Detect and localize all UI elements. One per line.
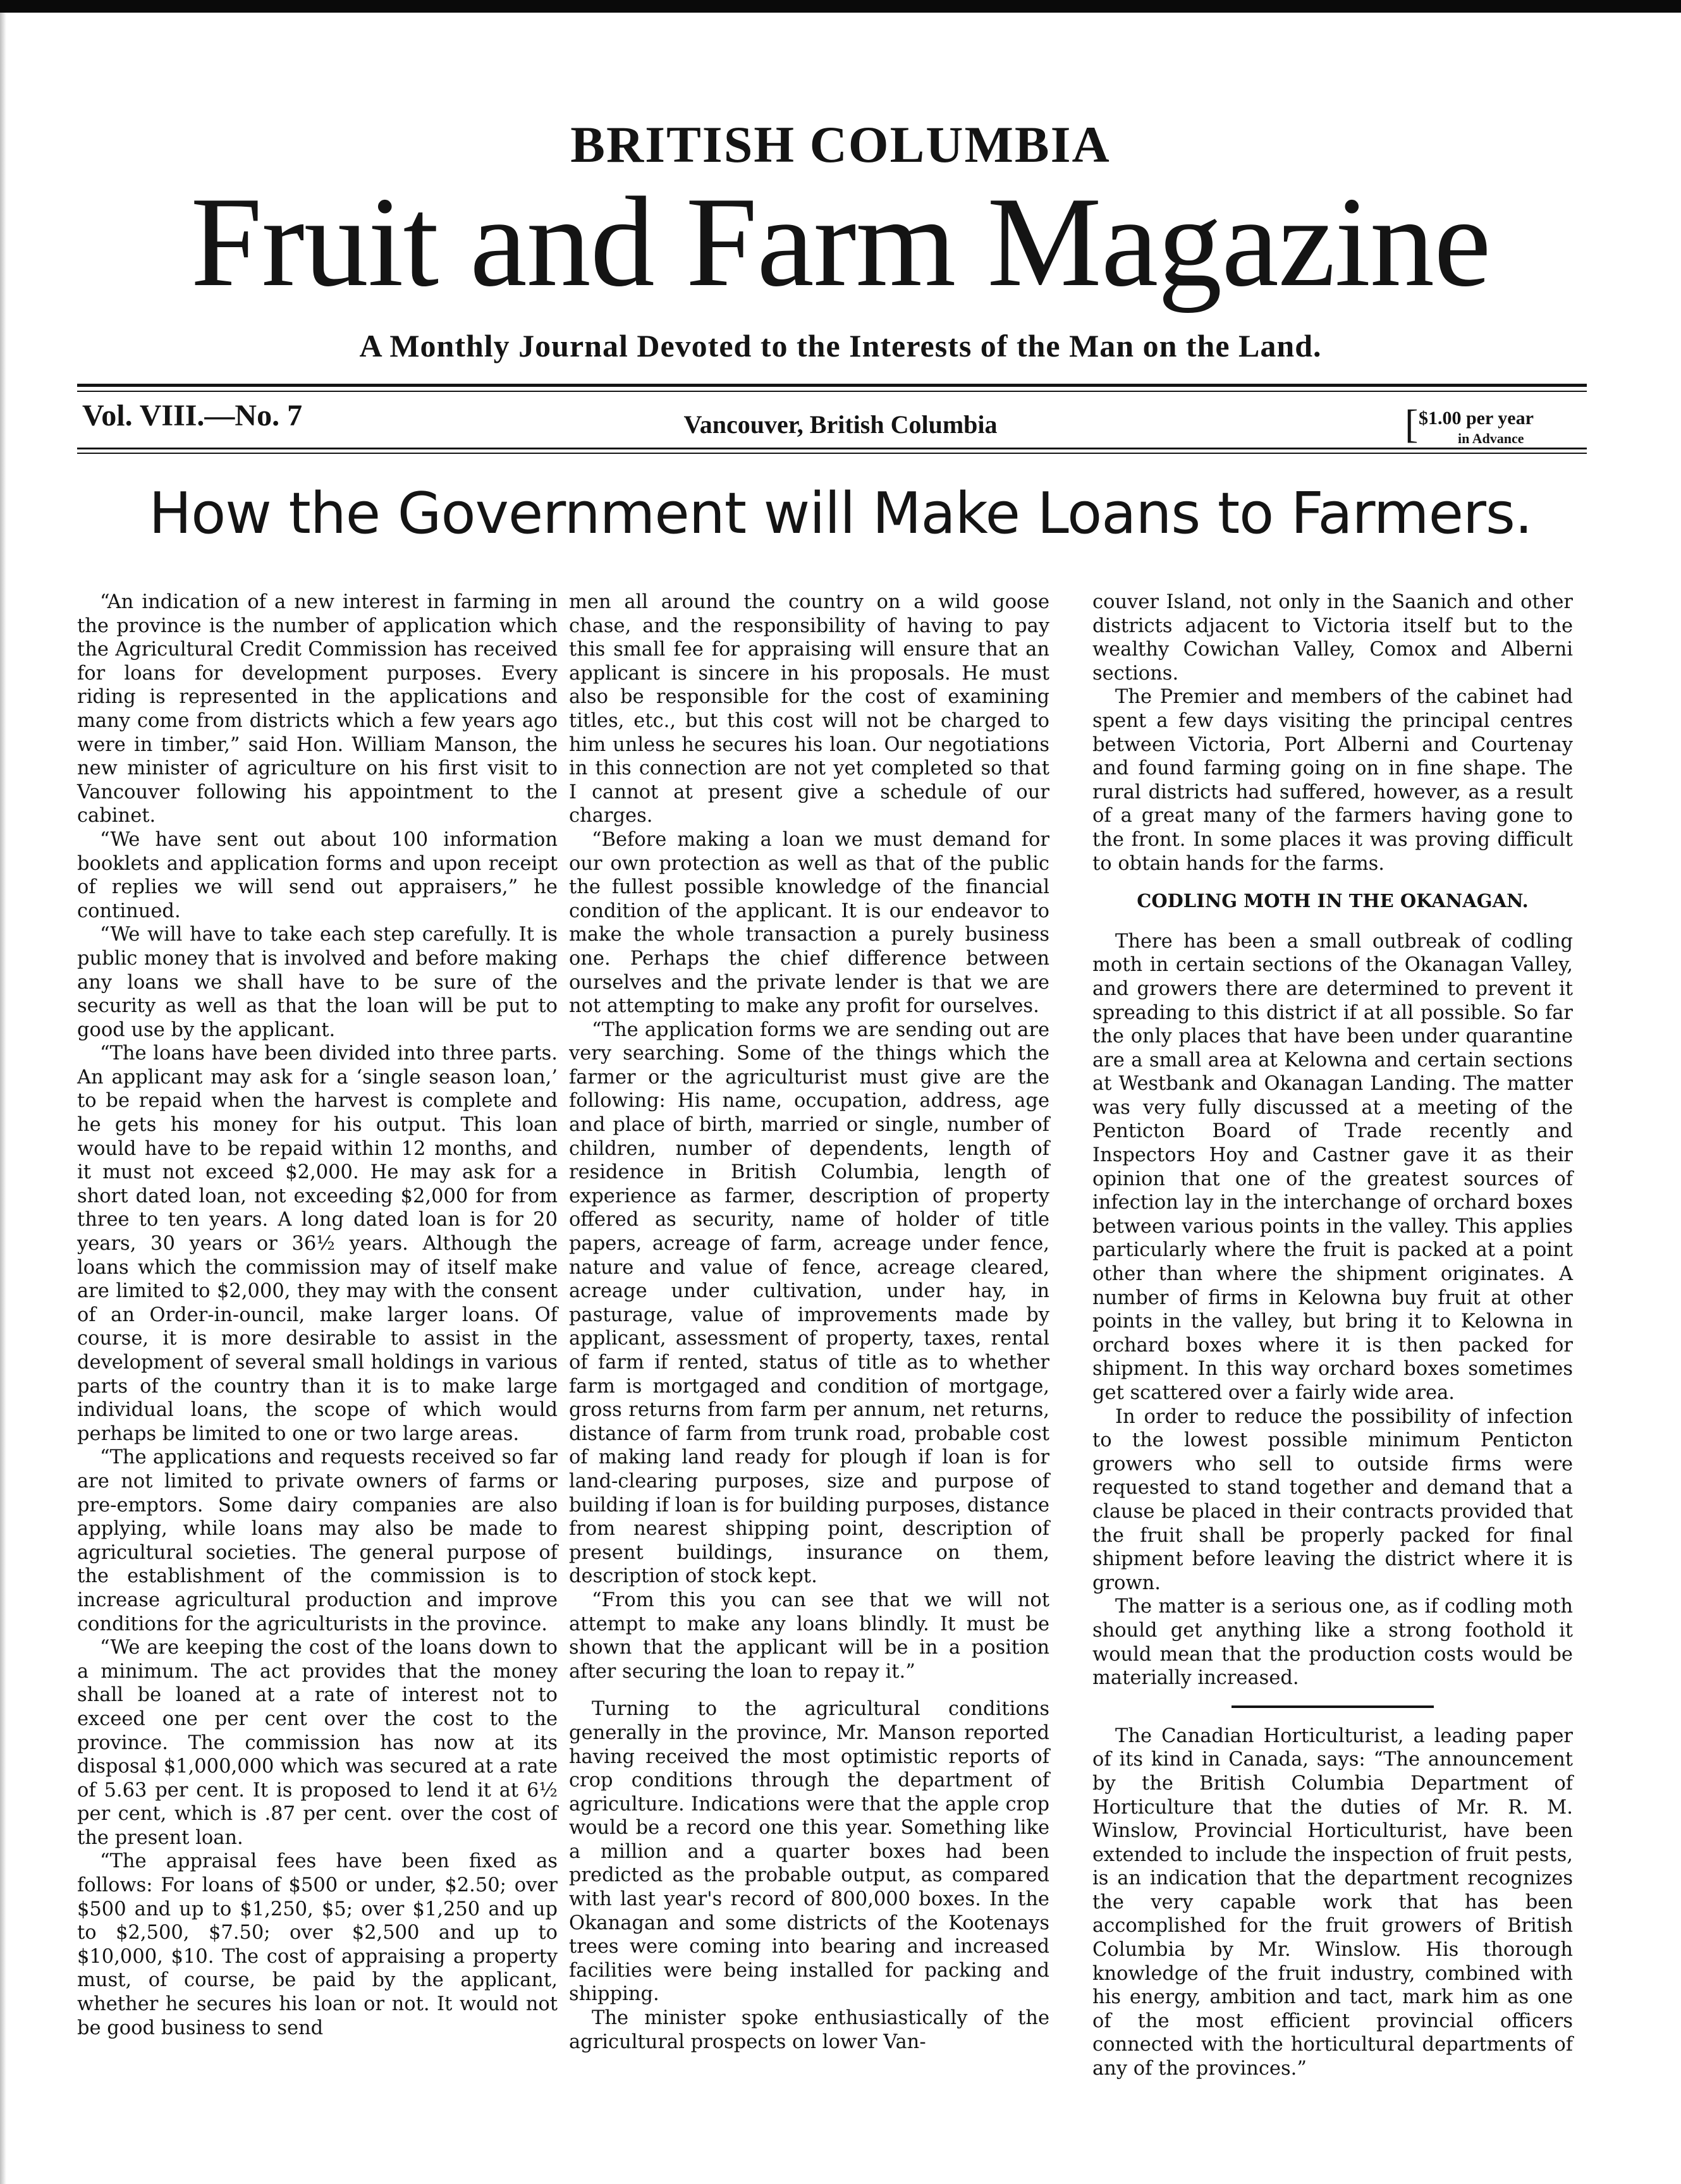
section-divider: [1232, 1705, 1434, 1708]
paragraph: couver Island, not only in the Saanich and other districts adjacent to Victoria itself but to the wealthy Cowichan Valley, Comox and Alberni sections.: [1092, 591, 1573, 685]
paragraph: There has been a small outbreak of codling moth in certain sections of the Okanagan Valley, and growers there are determined to prevent it spreading to this district if at all possible. So far the only places that have been under quarantine are a small area at Kelowna and certain sections at Westbank and Okanagan Landing. The matter was very fully discussed at a meeting of the Penticton Board of Trade recently and Inspectors Hoy and Castner gave it as their opinion that one of the greatest sources of infection lay in the interchange of orchard boxes between various points in the valley. This applies particularly where the fruit is packed at a point other than where the shipment originates. A number of firms in Kelowna buy fruit at other points in the valley, but bring it to Kelowna in orchard boxes where it is then packed for shipment. In this way orchard boxes sometimes get scattered over a fairly wide area.: [1092, 930, 1573, 1404]
paragraph: “The applications and requests received so far are not limited to private owners of farms or pre-emptors. Some dairy companies are also applying, while loans may also be made to agricultural societies. The general purpose of the establishment of the commission is to increase agricultural production and improve conditions for the agriculturists in the province.: [77, 1446, 558, 1635]
paragraph: “We are keeping the cost of the loans down to a minimum. The act provides that the money shall be loaned at a rate of interest not to exceed one per cent over the cost to the province. The commission has now at its disposal $1,000,000 which was secured at a rate of 5.63 per cent. It is proposed to lend it at 6½ per cent, which is .87 per cent. over the cost of the present loan.: [77, 1637, 558, 1849]
article-column-1: [77, 590, 558, 2040]
price-amount: $1.00 per year: [1419, 408, 1534, 429]
article-column-3: [1092, 590, 1573, 2081]
article-headline: How the Government will Make Loans to Farmers.: [149, 480, 1532, 547]
paragraph: The minister spoke enthusiastically of the agricultural prospects on lower Van-: [569, 2007, 1049, 2053]
paragraph: “We will have to take each step carefully. It is public money that is involved and before making any loans we shall have to be sure of the security as well as that the loan will be put to good use by the applicant.: [77, 924, 558, 1041]
article-column-2: [569, 590, 1049, 2054]
price-terms: in Advance: [1458, 430, 1524, 446]
paragraph: Turning to the agricultural conditions generally in the province, Mr. Manson reported having received the most optimistic reports of crop conditions through the department of agriculture. Indications were that the apple crop would be a record one this year. Something like a million and a quarter boxes had been predicted as the probable output, as compared with last year's record of 800,000 boxes. In the Okanagan and some districts of the Kootenays trees were coming into bearing and increased facilities were being installed for packing and shipping.: [569, 1698, 1049, 2006]
paragraph: “The application forms we are sending out are very searching. Some of the things which the farmer or the agriculturist must give are the following: His name, occupation, address, age and place of birth, married or single, number of children, number of dependents, length of residence in British Columbia, length of experience as farmer, description of property offered as security, name of holder of title papers, acreage of farm, acreage under fence, nature and value of fence, acreage cleared, acreage under cultivation, under hay, in pasturage, value of improvements made by applicant, assessment of property, taxes, rental of farm if rented, status of title as to whether farm is mortgaged and condition of mortgage, gross returns from farm per annum, net returns, distance of farm from trunk road, probable cost of making land ready for plough if loan is for land-clearing purposes, size and purpose of building if loan is for building purposes, distance from nearest shipping point, description of present buildings, insurance on them, description of stock kept.: [569, 1018, 1049, 1588]
paragraph: The matter is a serious one, as if codling moth should get anything like a strong foothold it would mean that the production costs would be materially increased.: [1092, 1595, 1573, 1690]
masthead-kicker: BRITISH COLUMBIA: [570, 116, 1111, 173]
section-heading-codling-moth: CODLING MOTH IN THE OKANAGAN.: [1137, 890, 1529, 912]
issue-volume: Vol. VIII.—No. 7: [82, 399, 303, 432]
issue-place: Vancouver, British Columbia: [683, 410, 998, 439]
paragraph: men all around the country on a wild goose chase, and the responsibility of having to pay this small fee for appraising will ensure that an applicant is sincere in his proposals. He must also be responsible for the cost of examining titles, etc., but this cost will not be charged to him unless he secures his loan. Our negotiations in this connection are not yet completed so that I cannot at present give a schedule of our charges.: [569, 591, 1049, 827]
paragraph: “The appraisal fees have been fixed as follows: For loans of $500 or under, $2.50; over $500 and up to $1,250, $5; over $1,250 and up to $2,500, $7.50; over $2,500 and up to $10,000, $10. The cost of appraising a property must, of course, be paid by the applicant, whether he secures his loan or not. It would not be good business to send: [77, 1850, 558, 2039]
issue-rule-bottom-thin: [77, 453, 1587, 454]
paragraph: “From this you can see that we will not attempt to make any loans blindly. It must be shown that the applicant will be in a position after securing the loan to repay it.”: [569, 1589, 1049, 1683]
paragraph: “An indication of a new interest in farming in the province is the number of application which the Agricultural Credit Commission has received for loans for development purposes. Every riding is represented in the applications and many come from districts which a few years ago were in timber,” said Hon. William Manson, the new minister of agriculture on his first visit to Vancouver following his appointment to the cabinet.: [77, 591, 558, 827]
masthead-title: Fruit and Farm Magazine: [190, 171, 1491, 314]
scan-top-border: [0, 0, 1681, 13]
paragraph: In order to reduce the possibility of infection to the lowest possible minimum Penticton growers who sell to outside firms were requested to stand together and demand that a clause be placed in their contracts provided that the fruit shall be properly packed for final shipment before leaving the district where it is grown.: [1092, 1405, 1573, 1594]
paragraph: The Canadian Horticulturist, a leading paper of its kind in Canada, says: “The announcement by the British Columbia Department of Horticulture that the duties of Mr. R. M. Winslow, Provincial Horticulturist, have been extended to include the inspection of fruit pests, is an indication that the department recognizes the very capable work that has been accomplished for the fruit growers of British Columbia by Mr. Winslow. His thorough knowledge of the fruit industry, combined with his energy, ambition and tact, mark him as one of the most efficient provincial officers connected with the horticultural departments of any of the provinces.”: [1092, 1724, 1573, 2080]
masthead-rule-top-thin: [77, 391, 1587, 392]
masthead-rule-top: [77, 384, 1587, 387]
paragraph: The Premier and members of the cabinet had spent a few days visiting the principal centres between Victoria, Port Alberni and Courtenay and found farming going on in fine shape. The rural districts had suffered, however, as a result of a great many of the farmers having gone to the front. In some places it was proving difficult to obtain hands for the farms.: [1092, 686, 1573, 875]
issue-rule-bottom: [77, 448, 1587, 449]
paragraph: “The loans have been divided into three parts. An applicant may ask for a ‘single season loan,’ to be repaid when the harvest is complete and he gets his money for his output. This loan would have to be repaid within 12 months, and it must not exceed $2,000. He may ask for a short dated loan, not exceeding $2,000 for from three to ten years. A long dated loan is for 20 years, 30 years or 36½ years. Although the loans which the commission may of itself make are limited to $2,000, they may with the consent of an Order-in-ouncil, make larger loans. Of course, it is more desirable to assist in the development of several small holdings in various parts of the country than it is to make large individual loans, the scope of which would perhaps be limited to one or two large areas.: [77, 1042, 558, 1445]
price-bracket: [: [1405, 401, 1419, 446]
paragraph: “We have sent out about 100 information booklets and application forms and upon receipt of replies we will send out appraisers,” he continued.: [77, 828, 558, 922]
paragraph: “Before making a loan we must demand for our own protection as well as that of the public the fullest possible knowledge of the financial condition of the applicant. It is our endeavor to make the whole transaction a purely business one. Perhaps the chief difference between ourselves and the private lender is that we are not attempting to make any profit for ourselves.: [569, 828, 1049, 1018]
masthead-tagline: A Monthly Journal Devoted to the Interests of the Man on the Land.: [359, 328, 1322, 363]
